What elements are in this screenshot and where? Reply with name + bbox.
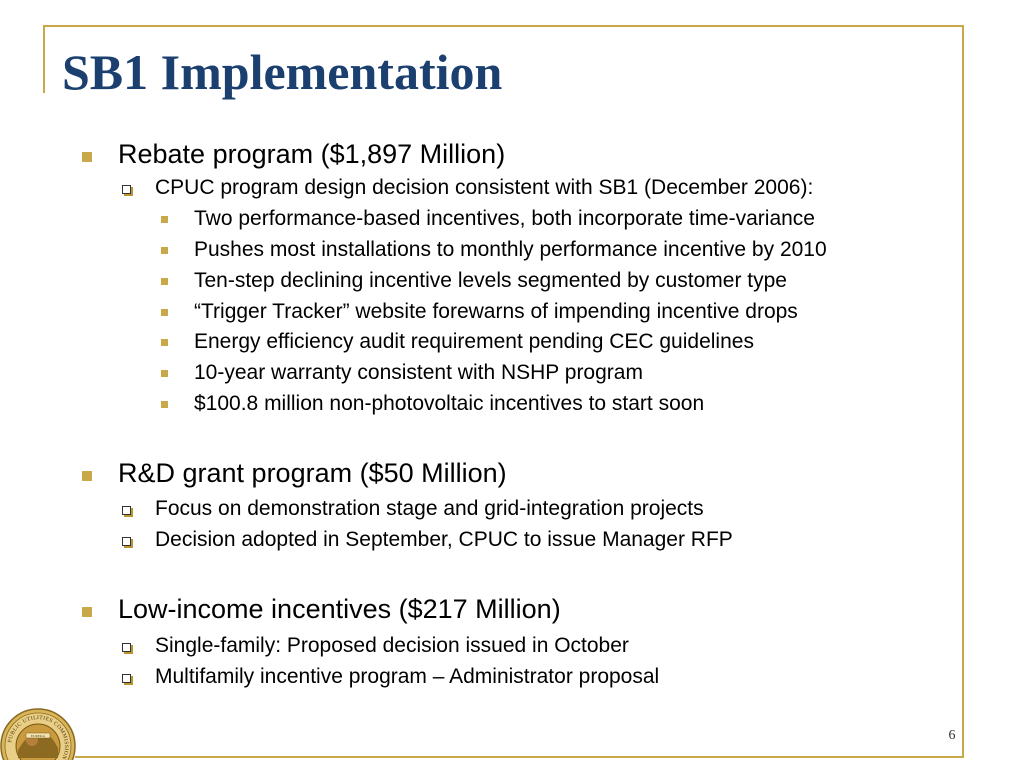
sub-bullet: Multifamily incentive program – Administrator proposal	[155, 665, 660, 688]
bullet-small-square-icon	[161, 216, 168, 223]
slide-title: SB1 Implementation	[62, 44, 503, 100]
frame-top-rule	[43, 25, 964, 27]
bullet-hollow-square-icon	[122, 537, 131, 546]
detail-bullet: Pushes most installations to monthly performance incentive by 2010	[194, 238, 827, 261]
state-seal-icon	[0, 660, 80, 760]
sub-bullet: Single-family: Proposed decision issued in October	[155, 634, 629, 657]
detail-bullet: 10-year warranty consistent with NSHP program	[194, 361, 643, 384]
seal-banner-text: EUREKA	[30, 734, 46, 738]
bullet-small-square-icon	[161, 309, 168, 316]
seal-ring-text: PUBLIC UTILITIES COMMISSION	[7, 714, 70, 760]
sub-bullet: CPUC program design decision consistent with SB1 (December 2006):	[155, 176, 814, 199]
bullet-hollow-square-icon	[122, 674, 131, 683]
sub-bullet: Focus on demonstration stage and grid-integration projects	[155, 497, 704, 520]
frame-right-rule	[962, 25, 964, 758]
page-number: 6	[948, 728, 956, 743]
bullet-hollow-square-icon	[122, 506, 131, 515]
section-heading: R&D grant program ($50 Million)	[118, 458, 507, 488]
bullet-small-square-icon	[161, 278, 168, 285]
sub-bullet: Decision adopted in September, CPUC to issue Manager RFP	[155, 528, 733, 551]
frame-left-rule	[43, 25, 45, 93]
bullet-small-square-icon	[161, 339, 168, 346]
section-heading: Low-income incentives ($217 Million)	[118, 594, 561, 624]
bullet-small-square-icon	[161, 370, 168, 377]
frame-bottom-rule	[75, 756, 964, 758]
detail-bullet: “Trigger Tracker” website forewarns of impending incentive drops	[194, 300, 798, 323]
detail-bullet: Ten-step declining incentive levels segmented by customer type	[194, 269, 787, 292]
bullet-square-icon	[82, 471, 92, 481]
detail-bullet: Energy efficiency audit requirement pending CEC guidelines	[194, 330, 754, 353]
bullet-small-square-icon	[161, 401, 168, 408]
detail-bullet: Two performance-based incentives, both incorporate time-variance	[194, 207, 815, 230]
bullet-hollow-square-icon	[122, 185, 131, 194]
bullet-small-square-icon	[161, 247, 168, 254]
bullet-square-icon	[82, 152, 92, 162]
detail-bullet: $100.8 million non-photovoltaic incentives to start soon	[194, 392, 705, 415]
bullet-hollow-square-icon	[122, 643, 131, 652]
bullet-square-icon	[82, 607, 92, 617]
section-heading: Rebate program ($1,897 Million)	[118, 139, 506, 169]
